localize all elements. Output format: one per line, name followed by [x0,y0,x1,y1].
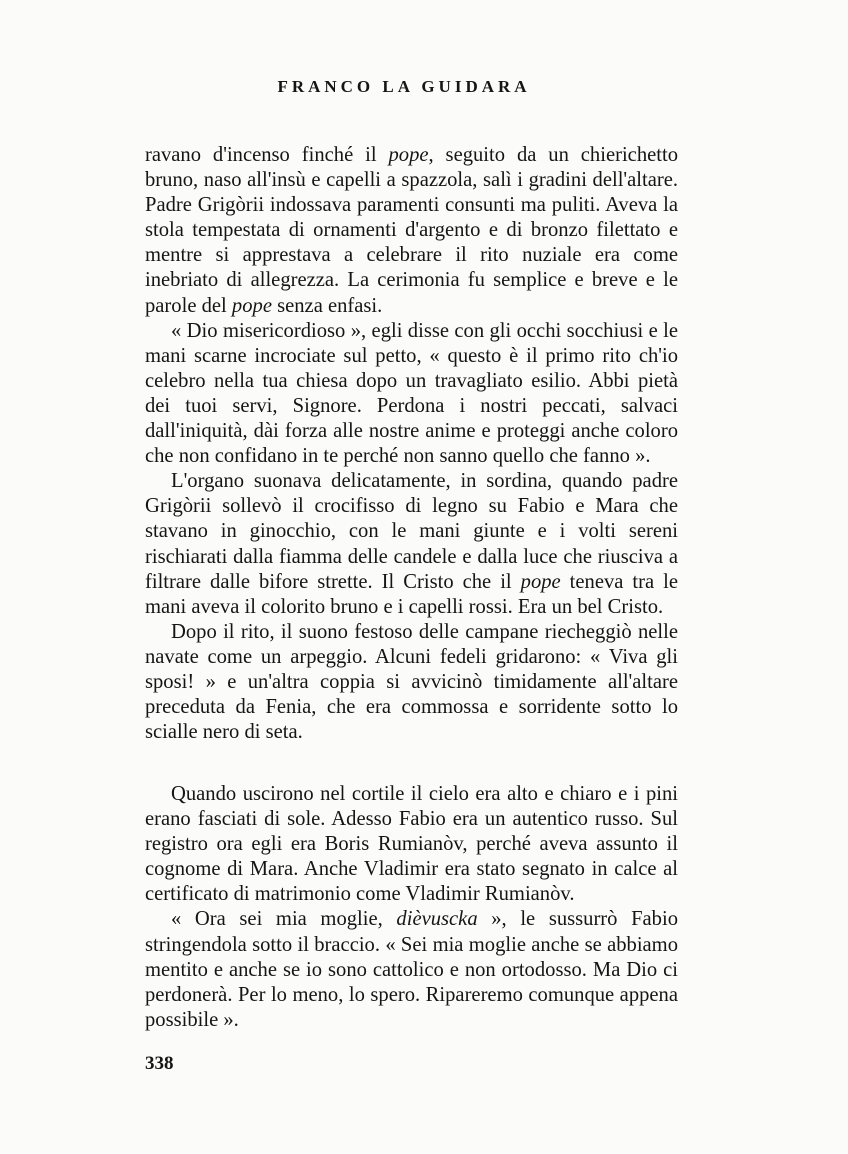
paragraph-4: Dopo il rito, il suono festoso delle campane riecheggiò nelle navate come un arpeggio. Alcuni fedeli gridarono: « Viva gli sposi! » e un'altra coppia si avvicinò timidamente all'altare preceduta da Fenia, che era commossa e sorridente sotto lo scialle nero di seta. [145,620,678,744]
paragraph-6-italic-dievuscka: dièvuscka [396,908,478,931]
paragraph-3-italic-pope: pope [520,570,561,593]
paragraph-3-text-a: L'organo suonava delicatamente, in sordina, quando padre Grigòrii sollevò il crocifisso di legno su Fabio e Mara che stavano in ginocchio, con le mani giunte e i volti sereni rischiarati dalla fiamma delle candele e dalla luce che riusciva a filtrare dalle bifore strette. Il Cristo che il [145,470,678,593]
running-head: FRANCO LA GUIDARA [277,77,531,96]
paragraph-3-text-b: teneva tra le mani aveva il colorito bruno e i capelli rossi. Era un bel Cristo. [145,570,678,618]
paragraph-1-italic-pope-2: pope [231,294,272,317]
paragraph-6 [145,907,678,1032]
paragraph-5: Quando uscirono nel cortile il cielo era alto e chiaro e i pini erano fasciati di sole. Adesso Fabio era un autentico russo. Sul registro ora egli era Boris Rumianòv, perché aveva assunto il cognome di Mara. Anche Vladimir era stato segnato in calce al certificato di matrimonio come Vladimir Rumianòv. [145,783,678,906]
paragraph-1-text-a: ravano d'incenso finché il [145,144,389,166]
paragraph-6-text-a: « Ora sei mia moglie, [171,908,397,931]
body-text-section-1 [145,143,678,745]
paragraph-1-italic-pope-1: pope [388,144,429,166]
page-number: 338 [145,1053,174,1074]
paragraph-3 [145,469,678,620]
paragraph-6-text-b: », le sussurrò Fabio stringendola sotto il braccio. « Sei mia moglie anche se abbiamo mentito e anche se io sono cattolico e non ortodosso. Ma Dio ci perdonerà. Per lo meno, lo spero. Ripareremo comunque appena possibile ». [145,908,679,1031]
paragraph-1-text-b: , seguito da un chierichetto bruno, naso all'insù e capelli a spazzola, salì i gradini dell'altare. Padre Grigòrii indossava paramenti consunti ma puliti. Aveva la stola tempestata di ornamenti d'argento e di bronzo filettato e mentre si apprestava a celebrare il rito nuziale era come inebriato di allegrezza. La cerimonia fu semplice e breve e le parole del [145,144,678,317]
paragraph-1-text-c: senza enfasi. [271,294,383,317]
body-text-section-2 [145,782,678,1033]
paragraph-2: « Dio misericordioso », egli disse con gli occhi socchiusi e le mani scarne incrociate sul petto, « questo è il primo rito ch'io celebro nella tua chiesa dopo un travagliato esilio. Abbi pietà dei tuoi servi, Signore. Perdona i nostri peccati, salvaci dall'iniquità, dài forza alle nostre anime e proteggi anche coloro che non confidano in te perché non sanno quello che fanno ». [145,319,678,468]
paragraph-1 [145,143,678,319]
